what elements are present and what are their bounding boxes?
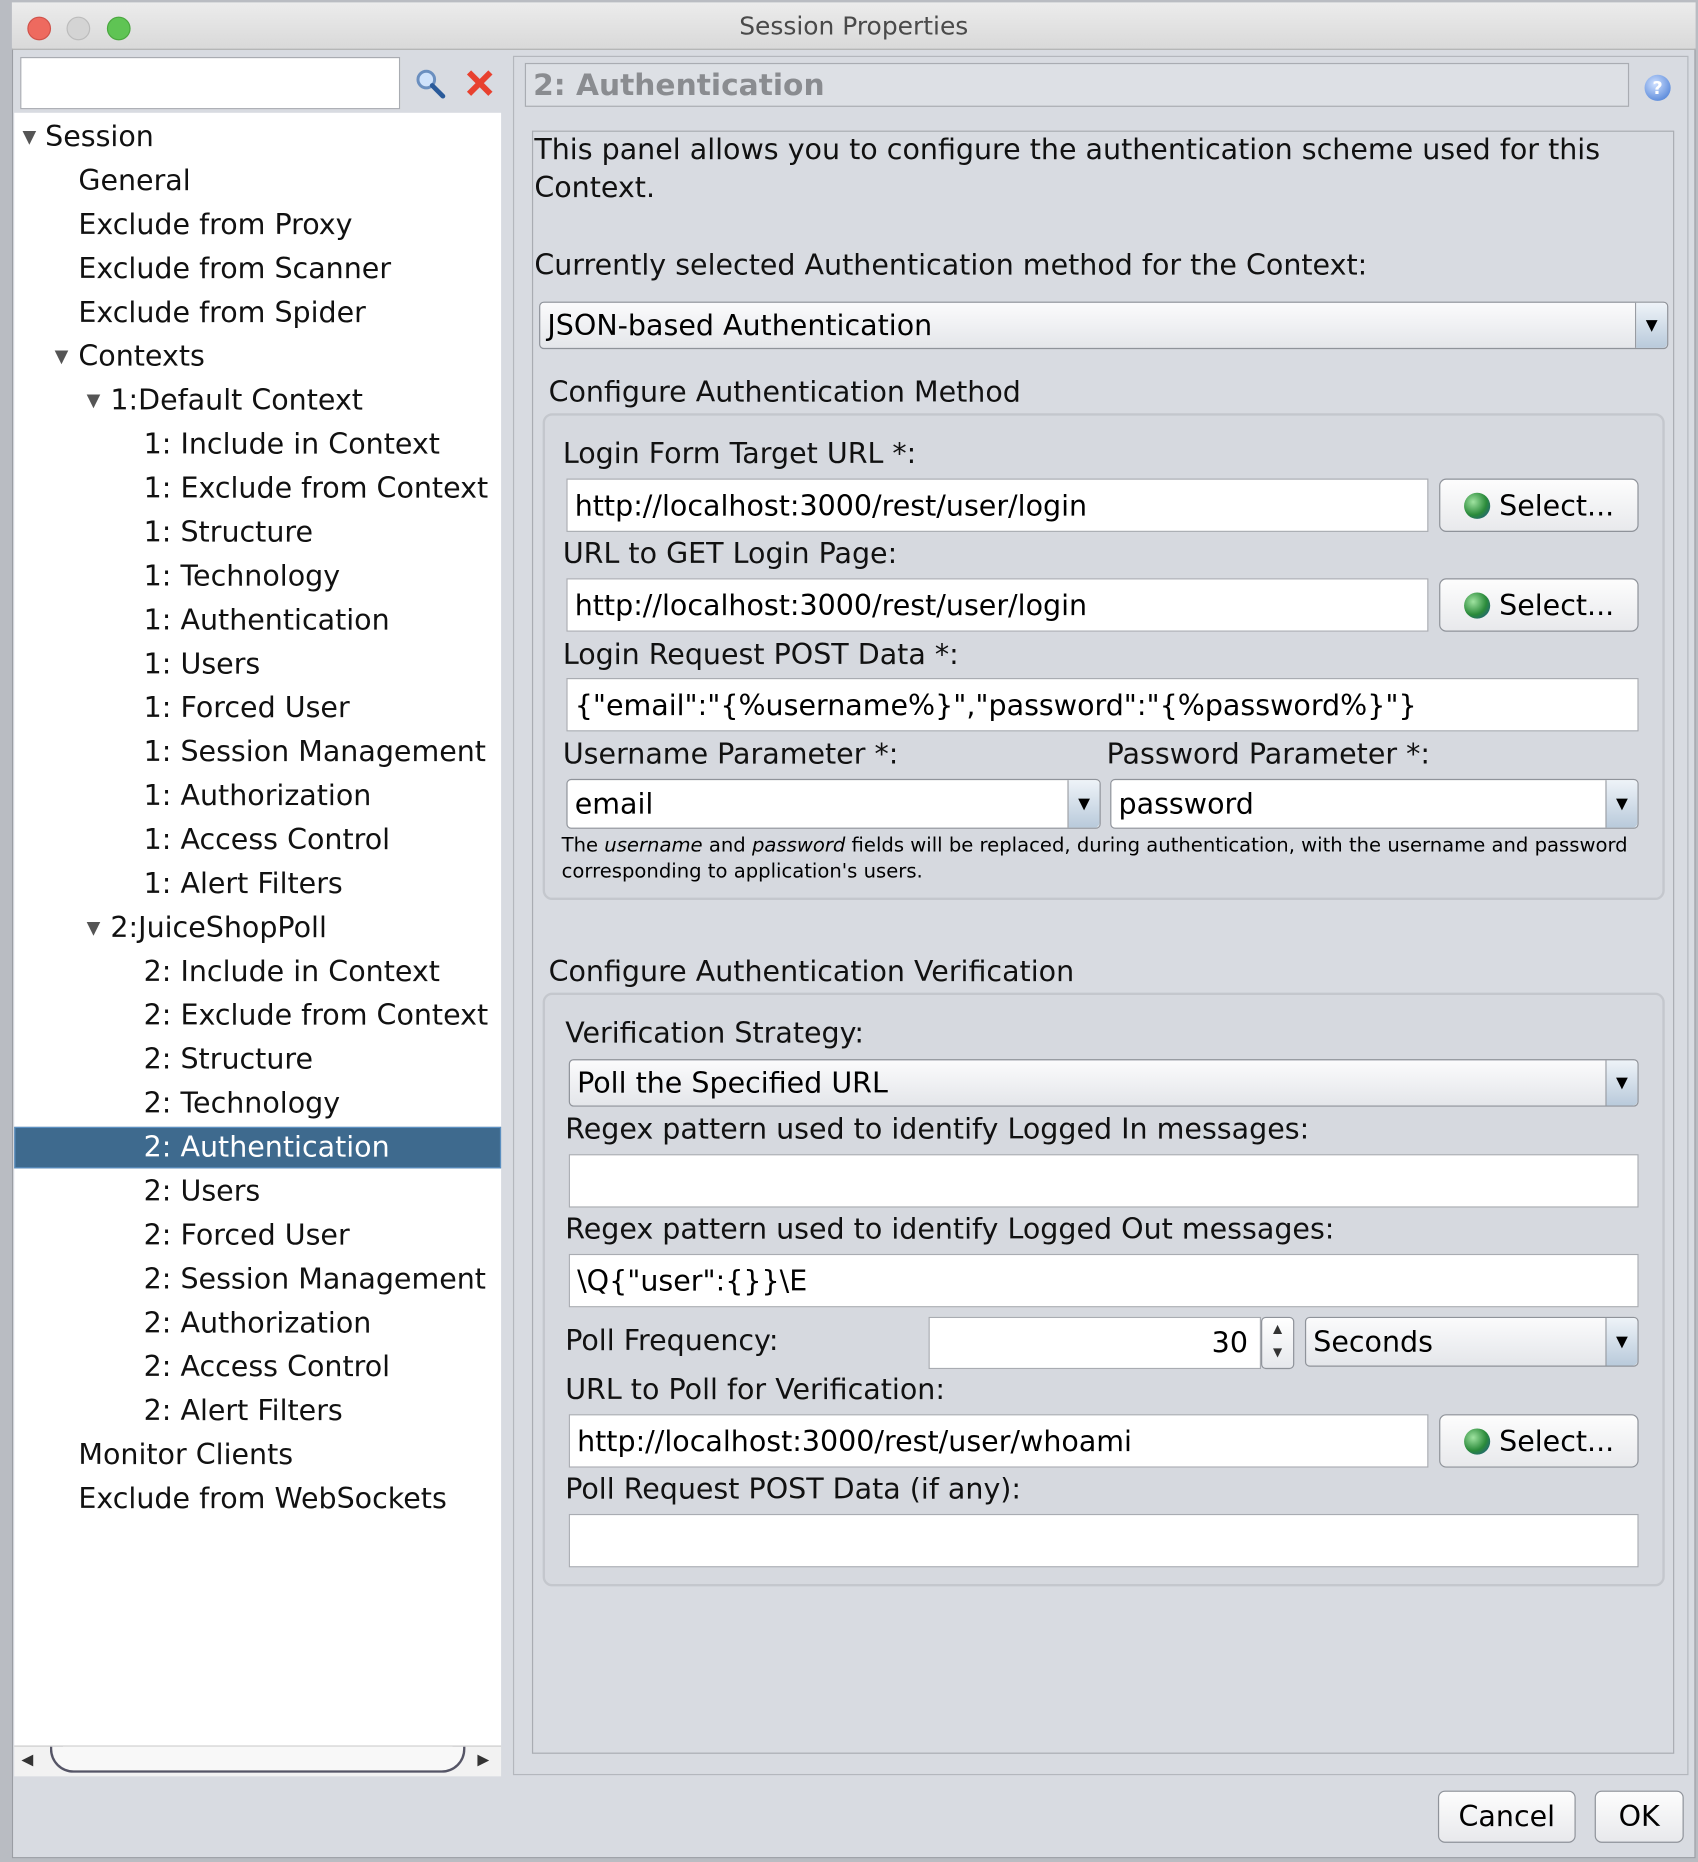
- poll-post-label: Poll Request POST Data (if any):: [565, 1472, 1022, 1506]
- tree-item[interactable]: 1: Structure: [143, 515, 314, 549]
- tree-item[interactable]: 2: Users: [143, 1174, 261, 1208]
- expand-triangle-icon[interactable]: ▼: [22, 125, 37, 148]
- chevron-down-icon: ▼: [1067, 780, 1099, 827]
- ok-button[interactable]: OK: [1595, 1791, 1684, 1843]
- expand-triangle-icon[interactable]: ▼: [54, 345, 69, 367]
- tree-item[interactable]: Monitor Clients: [78, 1437, 294, 1472]
- scroll-right-arrow[interactable]: ▶: [477, 1751, 490, 1770]
- cancel-button[interactable]: Cancel: [1438, 1791, 1576, 1843]
- tree-item[interactable]: 1: Include in Context: [143, 427, 440, 461]
- username-param-label: Username Parameter *:: [562, 737, 899, 771]
- tree-item[interactable]: Session: [45, 119, 154, 154]
- logged-out-regex-input[interactable]: \Q{"user":{}}\E: [569, 1254, 1639, 1307]
- configure-method-title: Configure Authentication Method: [548, 375, 1021, 409]
- tree-item[interactable]: 1: Alert Filters: [143, 866, 343, 901]
- expand-triangle-icon[interactable]: ▼: [86, 916, 101, 939]
- globe-icon: [1464, 492, 1490, 518]
- poll-frequency-stepper[interactable]: [1261, 1317, 1294, 1369]
- description-line-1: This panel allows you to configure the authentication scheme used for this: [534, 132, 1601, 167]
- search-icon[interactable]: [413, 66, 446, 99]
- select-poll-url-button[interactable]: [1439, 1414, 1638, 1467]
- tree-item[interactable]: 1: Authentication: [143, 603, 390, 637]
- expand-triangle-icon[interactable]: ▼: [86, 389, 101, 411]
- tree-search-input[interactable]: [20, 57, 400, 109]
- tree-item[interactable]: 1: Session Management: [143, 735, 486, 769]
- method-label: Currently selected Authentication method for the Context:: [534, 248, 1368, 282]
- panel-header: 2: Authentication: [525, 63, 1629, 107]
- tree-item[interactable]: 2: Include in Context: [143, 954, 440, 988]
- poll-frequency-input[interactable]: 30: [929, 1317, 1261, 1369]
- verification-strategy-select[interactable]: [569, 1059, 1639, 1106]
- tree-item[interactable]: 2: Access Control: [143, 1350, 391, 1384]
- password-param-select[interactable]: [1110, 779, 1638, 829]
- logged-out-label: Regex pattern used to identify Logged Out messages:: [565, 1212, 1335, 1246]
- tree-item[interactable]: 2: Alert Filters: [143, 1394, 343, 1428]
- tree-item[interactable]: 2: Technology: [143, 1086, 341, 1120]
- authentication-method-select[interactable]: [539, 302, 1668, 349]
- username-param-value: email: [574, 787, 654, 821]
- logged-in-regex-input[interactable]: [569, 1154, 1639, 1207]
- login-target-label: Login Form Target URL *:: [562, 436, 917, 471]
- poll-unit-value: Seconds: [1313, 1325, 1433, 1359]
- chevron-down-icon: ▼: [1605, 1060, 1637, 1105]
- tree-item[interactable]: 2: Forced User: [143, 1218, 350, 1252]
- tree-item[interactable]: 2:JuiceShopPoll: [110, 910, 327, 944]
- description-line-2: Context.: [534, 170, 656, 205]
- tree-item[interactable]: Exclude from WebSockets: [78, 1481, 447, 1516]
- chevron-down-icon: ▼: [1605, 1318, 1637, 1365]
- poll-url-input[interactable]: http://localhost:3000/rest/user/whoami: [569, 1414, 1429, 1467]
- tree-item[interactable]: 1: Access Control: [143, 822, 391, 857]
- poll-unit-select[interactable]: [1305, 1317, 1639, 1367]
- tree-item[interactable]: 1: Exclude from Context: [143, 471, 489, 505]
- tree-item[interactable]: General: [78, 163, 191, 198]
- parameter-note-line-2: corresponding to application's users.: [561, 859, 923, 883]
- select-label: Select...: [1499, 588, 1615, 622]
- help-icon[interactable]: ?: [1645, 75, 1671, 101]
- parameter-note: The username and password fields will be replaced, during authentication, with the username and password: [561, 833, 1628, 857]
- password-param-label: Password Parameter *:: [1106, 737, 1431, 771]
- select-login-page-button[interactable]: [1439, 578, 1638, 631]
- tree-item[interactable]: 1: Authorization: [143, 778, 372, 813]
- login-target-url-input[interactable]: http://localhost:3000/rest/user/login: [566, 479, 1428, 532]
- tree-item[interactable]: 2: Structure: [143, 1042, 314, 1076]
- poll-post-data-input[interactable]: [569, 1514, 1639, 1567]
- username-param-select[interactable]: [566, 779, 1100, 829]
- tree-item[interactable]: 2: Authentication: [143, 1130, 390, 1164]
- clear-search-icon[interactable]: [463, 66, 496, 99]
- strategy-label: Verification Strategy:: [565, 1016, 865, 1050]
- tree-item[interactable]: Contexts: [78, 339, 205, 373]
- scroll-left-arrow[interactable]: ◀: [21, 1751, 34, 1770]
- title-bar: [12, 2, 1696, 49]
- password-param-value: password: [1118, 787, 1254, 821]
- poll-url-label: URL to Poll for Verification:: [565, 1372, 945, 1406]
- strategy-value: Poll the Specified URL: [577, 1066, 888, 1100]
- authentication-method-value: JSON-based Authentication: [547, 308, 933, 342]
- stepper-down-icon[interactable]: ▼: [1273, 1346, 1283, 1360]
- post-data-input[interactable]: {"email":"{%username%}","password":"{%password%}"}: [566, 678, 1638, 731]
- select-label: Select...: [1499, 488, 1615, 522]
- tree-item[interactable]: 1: Forced User: [143, 691, 350, 725]
- tree-item[interactable]: Exclude from Spider: [78, 295, 366, 329]
- select-login-target-button[interactable]: [1439, 479, 1638, 532]
- chevron-down-icon: ▼: [1605, 780, 1637, 827]
- tree-horizontal-scrollbar[interactable]: [14, 1745, 501, 1776]
- scrollbar-thumb[interactable]: [50, 1747, 466, 1773]
- post-data-label: Login Request POST Data *:: [562, 637, 959, 671]
- stepper-up-icon[interactable]: ▲: [1273, 1322, 1283, 1336]
- tree-item[interactable]: 2: Exclude from Context: [143, 998, 489, 1032]
- window-title: Session Properties: [739, 11, 969, 41]
- login-page-url-input[interactable]: http://localhost:3000/rest/user/login: [566, 578, 1428, 631]
- tree-item[interactable]: 1: Users: [143, 647, 261, 681]
- login-page-label: URL to GET Login Page:: [562, 536, 898, 570]
- globe-icon: [1464, 592, 1490, 618]
- chevron-down-icon: ▼: [1635, 303, 1667, 348]
- globe-icon: [1464, 1428, 1490, 1454]
- tree-item[interactable]: 1: Technology: [143, 559, 341, 593]
- tree-item[interactable]: Exclude from Proxy: [78, 207, 353, 242]
- tree-item[interactable]: 2: Session Management: [143, 1262, 486, 1296]
- verification-title: Configure Authentication Verification: [548, 954, 1075, 988]
- poll-frequency-label: Poll Frequency:: [565, 1323, 779, 1358]
- tree-item[interactable]: 1:Default Context: [110, 383, 363, 417]
- logged-in-label: Regex pattern used to identify Logged In messages:: [565, 1112, 1310, 1146]
- tree-item[interactable]: 2: Authorization: [143, 1306, 372, 1340]
- tree-item[interactable]: Exclude from Scanner: [78, 251, 392, 285]
- select-label: Select...: [1499, 1424, 1615, 1458]
